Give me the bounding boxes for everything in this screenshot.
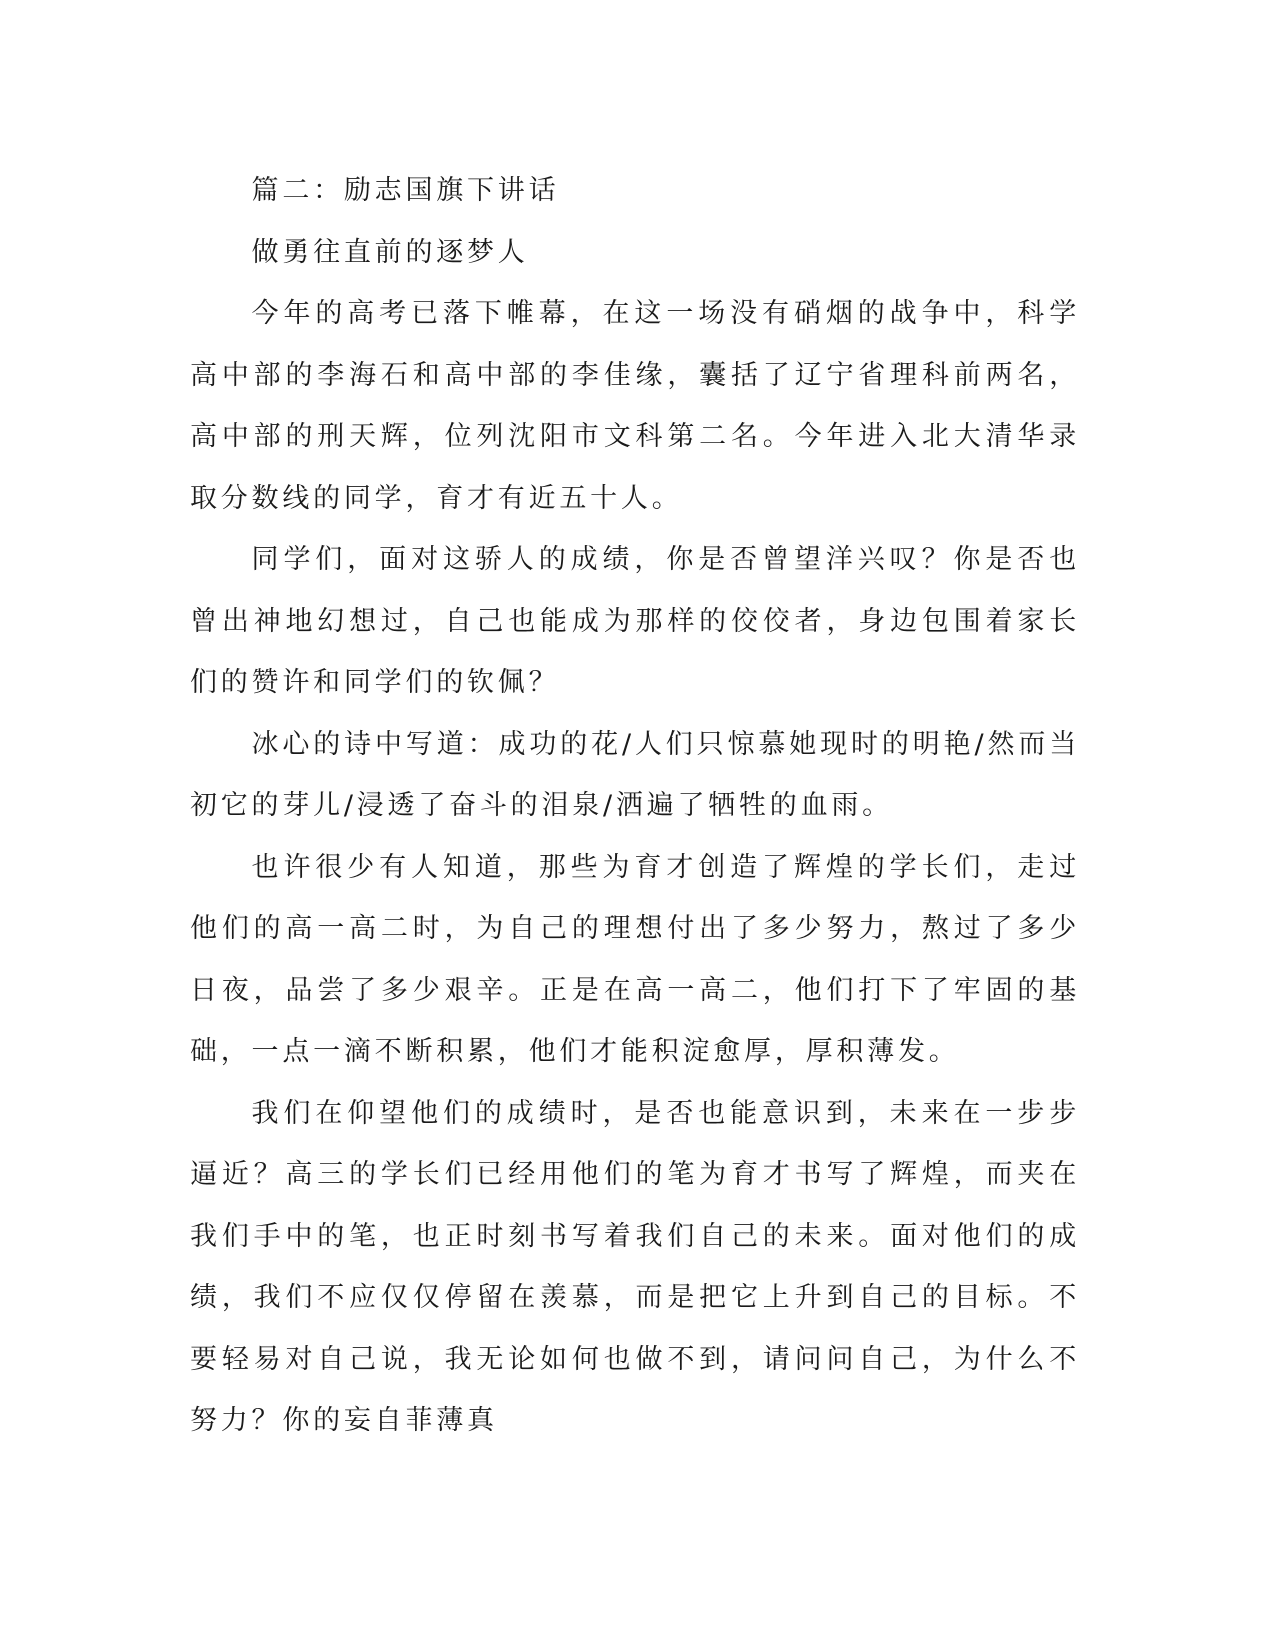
paragraph-5: 我们在仰望他们的成绩时，是否也能意识到，未来在一步步逼近？高三的学长们已经用他们的笔为育才书写了辉煌，而夹在我们手中的笔，也正时刻书写着我们自己的未来。面对他们的成绩，我们不应仅仅停留在羡慕，而是把它上升到自己的目标。不要轻易对自己说，我无论如何也做不到，请问问自己，为什么不努力？你的妄自菲薄真 [190,1097,1080,1436]
paragraph-2: 同学们，面对这骄人的成绩，你是否曾望洋兴叹？你是否也曾出神地幻想过，自己也能成为那样的佼佼者，身边包围着家长们的赞许和同学们的钦佩？ [190,544,1080,698]
paragraph-4: 也许很少有人知道，那些为育才创造了辉煌的学长们，走过他们的高一高二时，为自己的理想付出了多少努力，熬过了多少日夜，品尝了多少艰辛。正是在高一高二，他们打下了牢固的基础，一点一滴不断积累，他们才能积淀愈厚，厚积薄发。 [190,851,1080,1067]
section-heading: 篇二：励志国旗下讲话 [251,175,560,206]
paragraph-3: 冰心的诗中写道：成功的花/人们只惊慕她现时的明艳/然而当初它的芽儿/浸透了奋斗的泪泉/洒遍了牺牲的血雨。 [190,728,1080,821]
paragraph-1: 今年的高考已落下帷幕，在这一场没有硝烟的战争中，科学高中部的李海石和高中部的李佳缘，囊括了辽宁省理科前两名，高中部的刑天辉，位列沈阳市文科第二名。今年进入北大清华录取分数线的同学，育才有近五十人。 [190,298,1080,514]
speech-title: 做勇往直前的逐梦人 [251,236,529,268]
document-body [190,160,1080,1452]
